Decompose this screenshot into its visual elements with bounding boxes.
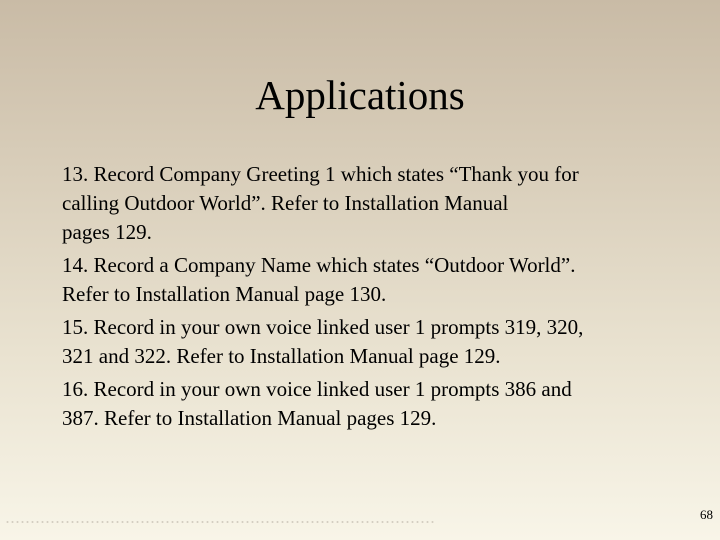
item-line: pages 129.	[62, 220, 152, 244]
item-line: 14. Record a Company Name which states “Outdoor World”.	[62, 253, 576, 277]
item-line: calling Outdoor World”. Refer to Installation Manual	[62, 191, 509, 215]
list-item	[62, 160, 702, 247]
list-item	[62, 375, 702, 433]
item-line: Refer to Installation Manual page 130.	[62, 282, 387, 306]
page-number: 68	[700, 507, 713, 522]
list-item	[62, 251, 702, 309]
item-line: 16. Record in your own voice linked user 1 prompts 386 and	[62, 377, 572, 401]
item-line: 13. Record Company Greeting 1 which states “Thank you for	[62, 162, 579, 186]
item-line: 321 and 322. Refer to Installation Manual page 129.	[62, 344, 501, 368]
slide-title: Applications	[255, 72, 465, 118]
list-item	[62, 313, 702, 371]
item-line: 387. Refer to Installation Manual pages 129.	[62, 406, 437, 430]
footer-decoration	[5, 519, 435, 525]
item-line: 15. Record in your own voice linked user 1 prompts 319, 320,	[62, 315, 584, 339]
item-list	[62, 160, 702, 437]
